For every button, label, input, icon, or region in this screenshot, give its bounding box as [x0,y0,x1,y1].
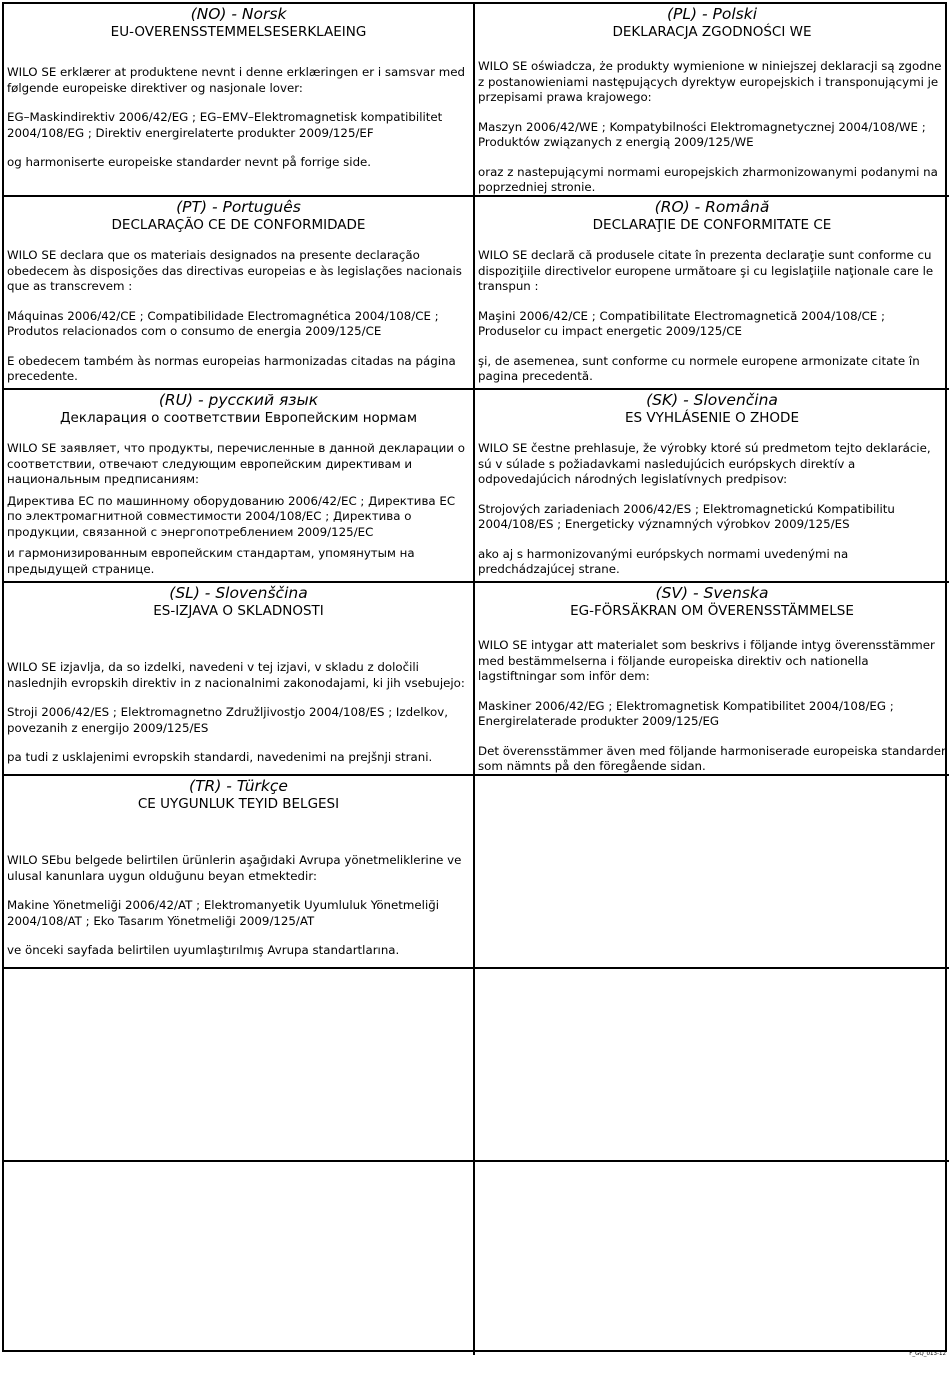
section-pt [4,197,475,390]
section-intro: WILO SEbu belgede belirtilen ürünlerin aşağıdaki Avrupa yönetmeliklerine ve ulusal kanunlara uygun olduğunu beyan etmektedir: [7,853,462,883]
section-intro: WILO SE izjavlja, da so izdelki, navedeni v tej izjavi, v skladu z določili naslednjih evropskih direktiv in z nacionalnimi zakonodajami, ki jih vsebujejo: [7,660,465,690]
section-intro: WILO SE заявляет, что продукты, перечисленные в данной декларации о соответствии, отвечают следующим европейским директивам и национальным предписаниям: [7,441,465,486]
section-directives: Makine Yönetmeliği 2006/42/AT ; Elektromanyetik Uyumluluk Yönetmeliği 2004/108/AT ; Eko Tasarım Yönetmeliği 2009/125/AT [7,898,439,928]
section-directives: Maskiner 2006/42/EG ; Elektromagnetisk Kompatibilitet 2004/108/EG ; Energirelaterade produkter 2009/125/EG [478,698,894,728]
section-directives: Máquinas 2006/42/CE ; Compatibilidade Electromagnética 2004/108/CE ; Produtos relacionados com o consumo de energia 2009/125/CE [7,308,439,338]
empty-cell [475,776,949,969]
section-title: CE UYGUNLUK TEYID BELGESI [137,796,340,812]
section-tr [4,776,475,969]
section-ro [475,197,949,390]
section-sk [475,390,949,583]
section-directives: Maşini 2006/42/CE ; Compatibilitate Electromagnetică 2004/108/CE ; Produselor cu impact energetic 2009/125/CE [478,308,885,338]
section-sv [475,583,949,776]
section-sl [4,583,475,776]
section-closing: oraz z nastepującymi normami europejskich zharmonizowanymi podanymi na poprzedniej stronie. [478,164,938,194]
section-directives: Maszyn 2006/42/WE ; Kompatybilności Elektromagnetycznej 2004/108/WE ; Produktów związanych z energią 2009/125/WE [478,119,926,149]
section-intro: WILO SE declara que os materiais designados na presente declaração obedecem às disposições das directivas europeias e às legislações nacionais que as transcrevem : [7,248,462,293]
section-closing: Det överensstämmer även med följande harmoniserade europeiska standarder som nämnts på den föregående sidan. [478,743,946,773]
section-closing: и гармонизированным европейским стандартам, упомянутым на предыдущей странице. [7,546,415,576]
section-title: DECLARAŢIE DE CONFORMITATE CE [592,217,832,233]
section-intro: WILO SE erklærer at produktene nevnt i denne erklæringen er i samsvar med følgende europeiske direktiver og nasjonale lover: [7,65,465,95]
section-closing: og harmoniserte europeiske standarder nevnt på forrige side. [7,155,372,169]
section-directives: EG–Maskindirektiv 2006/42/EG ; EG–EMV–Elektromagnetisk kompatibilitet 2004/108/EG ; Direktiv energirelaterte produkter 2009/125/EF [7,110,443,140]
section-no [4,4,475,197]
section-ru [4,390,475,583]
section-title: EG-FÖRSÄKRAN OM ÖVERENSSTÄMMELSE [570,603,854,619]
section-title: Декларация о соответствии Европейским нормам [59,410,418,426]
document-code: F_GQ_013-12 [909,1351,946,1357]
section-language: (PL) - Polski [666,5,758,23]
section-language: (SK) - Slovenčina [646,391,778,409]
section-intro: WILO SE oświadcza, że produkty wymienione w niniejszej deklaracji są zgodne z postanowieniami następujących dyrektyw europejskich i transponującymi je przepisami prawa krajowego: [478,59,942,104]
section-closing: ako aj s harmonizovanými európskych normami uvedenými na predchádzajúcej strane. [478,546,849,576]
section-closing: E obedecem também às normas europeias harmonizadas citadas na página precedente. [7,353,456,383]
section-intro: WILO SE intygar att materialet som beskrivs i följande intyg överensstämmer med bestämmelserna i följande europeiska direktiv och nationella lagstiftningar som inför dem: [478,638,935,683]
section-intro: WILO SE čestne prehlasuje, že výrobky ktoré sú predmetom tejto deklarácie, sú v súlade s požiadavkami nasledujúcich európskych direktív a odpovedajúcich národných legislatívnych predpisov: [478,441,931,486]
section-directives: Stroji 2006/42/ES ; Elektromagnetno Združljivostjo 2004/108/ES ; Izdelkov, povezanih z energijo 2009/125/ES [7,705,448,735]
section-title: ES-IZJAVA O SKLADNOSTI [153,603,324,619]
empty-cell [4,1162,475,1355]
section-directives: Директива ЕС по машинному оборудованию 2006/42/EC ; Директива ЕС по электромагнитной совместимости 2004/108/EC ; Директива о продукции, связанной с энергопотреблением 2009/125/EC [7,493,456,539]
section-directives: Strojových zariadeniach 2006/42/ES ; Elektromagnetickú Kompatibilitu 2004/108/ES ; Energeticky významných výrobkov 2009/125/ES [478,501,895,531]
section-pl [475,4,949,197]
section-intro: WILO SE declară că produsele citate în prezenta declaraţie sunt conforme cu dispoziţiile directivelor europene următoare şi cu legislaţiile naţionale care le transpun : [478,248,934,293]
section-closing: pa tudi z usklajenimi evropskih standardi, navedenimi na prejšnji strani. [7,750,433,764]
section-closing: şi, de asemenea, sunt conforme cu normele europene armonizate citate în pagina precedentă. [478,353,920,383]
section-language: (SL) - Slovenščina [169,584,308,602]
section-language: (RU) - русский язык [158,391,319,409]
section-title: ES VYHLÁSENIE O ZHODE [625,410,799,426]
empty-cell [475,969,949,1162]
empty-cell [475,1162,949,1355]
section-language: (TR) - Türkçe [189,777,288,795]
declaration-grid [2,2,947,1352]
section-title: DECLARAÇÃO CE DE CONFORMIDADE [111,217,366,233]
section-closing: ve önceki sayfada belirtilen uyumlaştırılmış Avrupa standartlarına. [7,943,400,957]
section-language: (PT) - Português [176,198,301,216]
section-title: DEKLARACJA ZGODNOŚCI WE [612,24,812,40]
section-title: EU-OVERENSSTEMMELSESERKLAEING [110,24,367,40]
section-language: (SV) - Svenska [655,584,769,602]
section-language: (RO) - Română [654,198,770,216]
section-language: (NO) - Norsk [190,5,287,23]
empty-cell [4,969,475,1162]
